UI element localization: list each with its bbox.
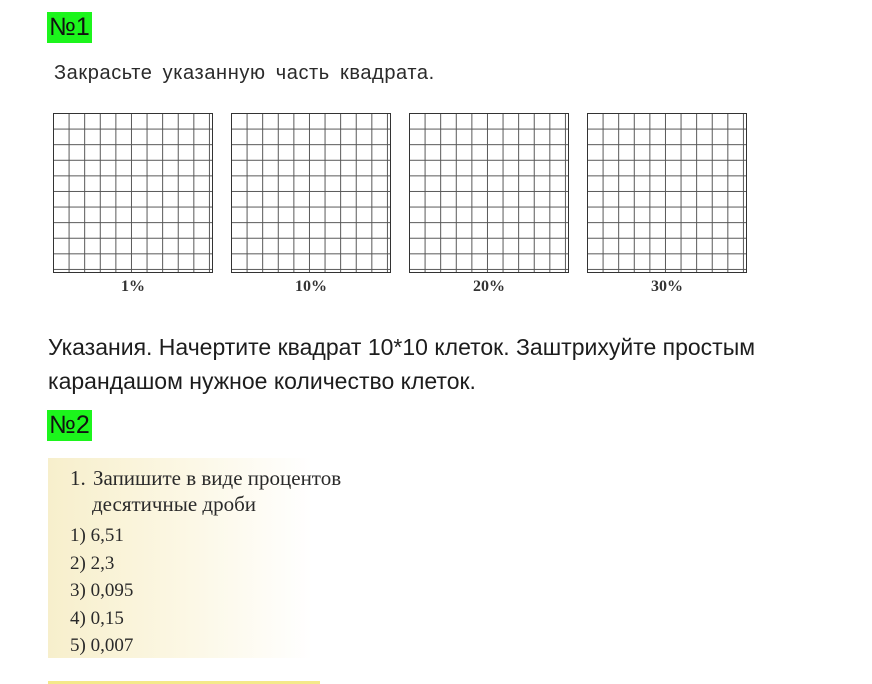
task-1-instruction: Закрасьте указанную часть квадрата. (54, 62, 435, 84)
grid-square-2 (231, 113, 391, 273)
task-2-number: 1. (70, 466, 86, 490)
task-1-hint (48, 330, 872, 398)
task-2-heading-line-1: Запишите в виде процентов (93, 466, 342, 490)
grid-percent-label-3: 20% (473, 278, 505, 295)
task-2-badge: №2 (49, 411, 90, 439)
grid-square-3 (409, 113, 569, 273)
hint-line-1: Указания. Начертите квадрат 10*10 клеток. Заштрихуйте простым (48, 334, 756, 360)
hint-line-2: карандашом нужное количество клеток. (48, 368, 476, 394)
task-1-badge: №1 (49, 13, 90, 41)
grid-percent-label-1: 1% (121, 278, 145, 295)
task-2-heading-line-2: десятичные дроби (92, 492, 257, 516)
list-item: 3) 0,095 (70, 580, 134, 601)
task-2-heading (70, 465, 341, 517)
grid-square-1 (53, 113, 213, 273)
task-2-items (70, 522, 133, 660)
grid-percent-label-2: 10% (295, 278, 327, 295)
list-item: 4) 0,15 (70, 607, 124, 629)
grid-square-4 (587, 113, 747, 273)
grid-percent-label-4: 30% (651, 278, 683, 295)
list-item: 2) 2,3 (70, 552, 115, 574)
list-item: 1) 6,51 (70, 525, 124, 546)
list-item: 5) 0,007 (70, 635, 134, 656)
